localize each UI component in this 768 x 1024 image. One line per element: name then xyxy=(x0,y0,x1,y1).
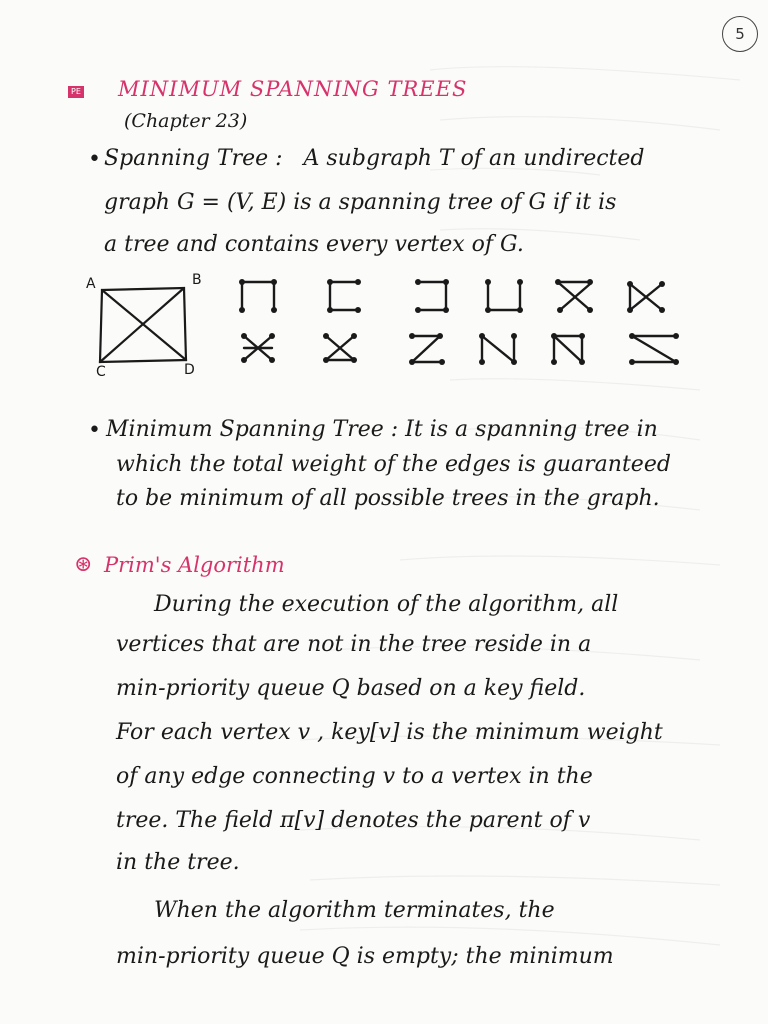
bullet-icon: • xyxy=(88,147,101,172)
mst-line-3: to be minimum of all possible trees in the graph. xyxy=(116,486,660,511)
tree-7 xyxy=(244,336,272,360)
prims-line-3: min-priority queue Q based on a key field. xyxy=(116,676,586,701)
tree-4 xyxy=(488,282,520,310)
vertex-label-d: D xyxy=(184,362,195,378)
page-number: 5 xyxy=(722,16,758,52)
bullet-icon: • xyxy=(88,418,101,443)
tree-11 xyxy=(554,336,582,362)
vertex-label-b: B xyxy=(192,272,202,288)
spanning-tree-term: Spanning Tree : xyxy=(104,146,283,171)
prims-line-1: During the execution of the algorithm, all xyxy=(154,592,619,617)
section-title: MINIMUM SPANNING TREES xyxy=(118,77,468,101)
tree-6 xyxy=(630,284,662,310)
spanning-tree-text: A subgraph T of an undirected xyxy=(303,146,645,171)
tree-1 xyxy=(242,282,274,310)
spanning-tree-line-1 xyxy=(104,146,644,172)
mst-line-1: Minimum Spanning Tree : It is a spanning tree in xyxy=(106,417,658,442)
tree-10 xyxy=(482,336,514,362)
prims-line-9: min-priority queue Q is empty; the minimum xyxy=(116,944,614,969)
tree-12 xyxy=(632,336,676,362)
prims-line-5: of any edge connecting v to a vertex in the xyxy=(116,764,593,789)
prims-line-6: tree. The field π[v] denotes the parent of v xyxy=(116,808,591,833)
prims-line-8: When the algorithm terminates, the xyxy=(154,898,555,923)
tree-9 xyxy=(412,336,442,362)
mst-line-2: which the total weight of the edges is guaranteed xyxy=(116,452,671,477)
spanning-trees-figure xyxy=(230,268,690,378)
spanning-tree-line-3: a tree and contains every vertex of G. xyxy=(104,232,524,257)
tree-5 xyxy=(558,282,590,310)
prims-line-4: For each vertex v , key[v] is the minimum weight xyxy=(116,720,663,745)
section-marker-icon: PE xyxy=(68,86,84,98)
tree-3 xyxy=(418,282,446,310)
tree-2 xyxy=(330,282,358,310)
vertex-label-a: A xyxy=(86,276,96,292)
complete-graph-k4 xyxy=(90,282,200,372)
prims-line-7: in the tree. xyxy=(116,850,240,875)
spanning-tree-line-2: graph G = (V, E) is a spanning tree of G if it is xyxy=(104,190,617,215)
asterisk-bullet-icon: ⊛ xyxy=(74,552,93,577)
prims-line-2: vertices that are not in the tree reside in a xyxy=(116,632,592,657)
prims-title: Prim's Algorithm xyxy=(104,553,285,577)
vertex-label-c: C xyxy=(96,364,106,380)
tree-8 xyxy=(326,336,354,360)
chapter-reference: (Chapter 23) xyxy=(124,110,248,132)
